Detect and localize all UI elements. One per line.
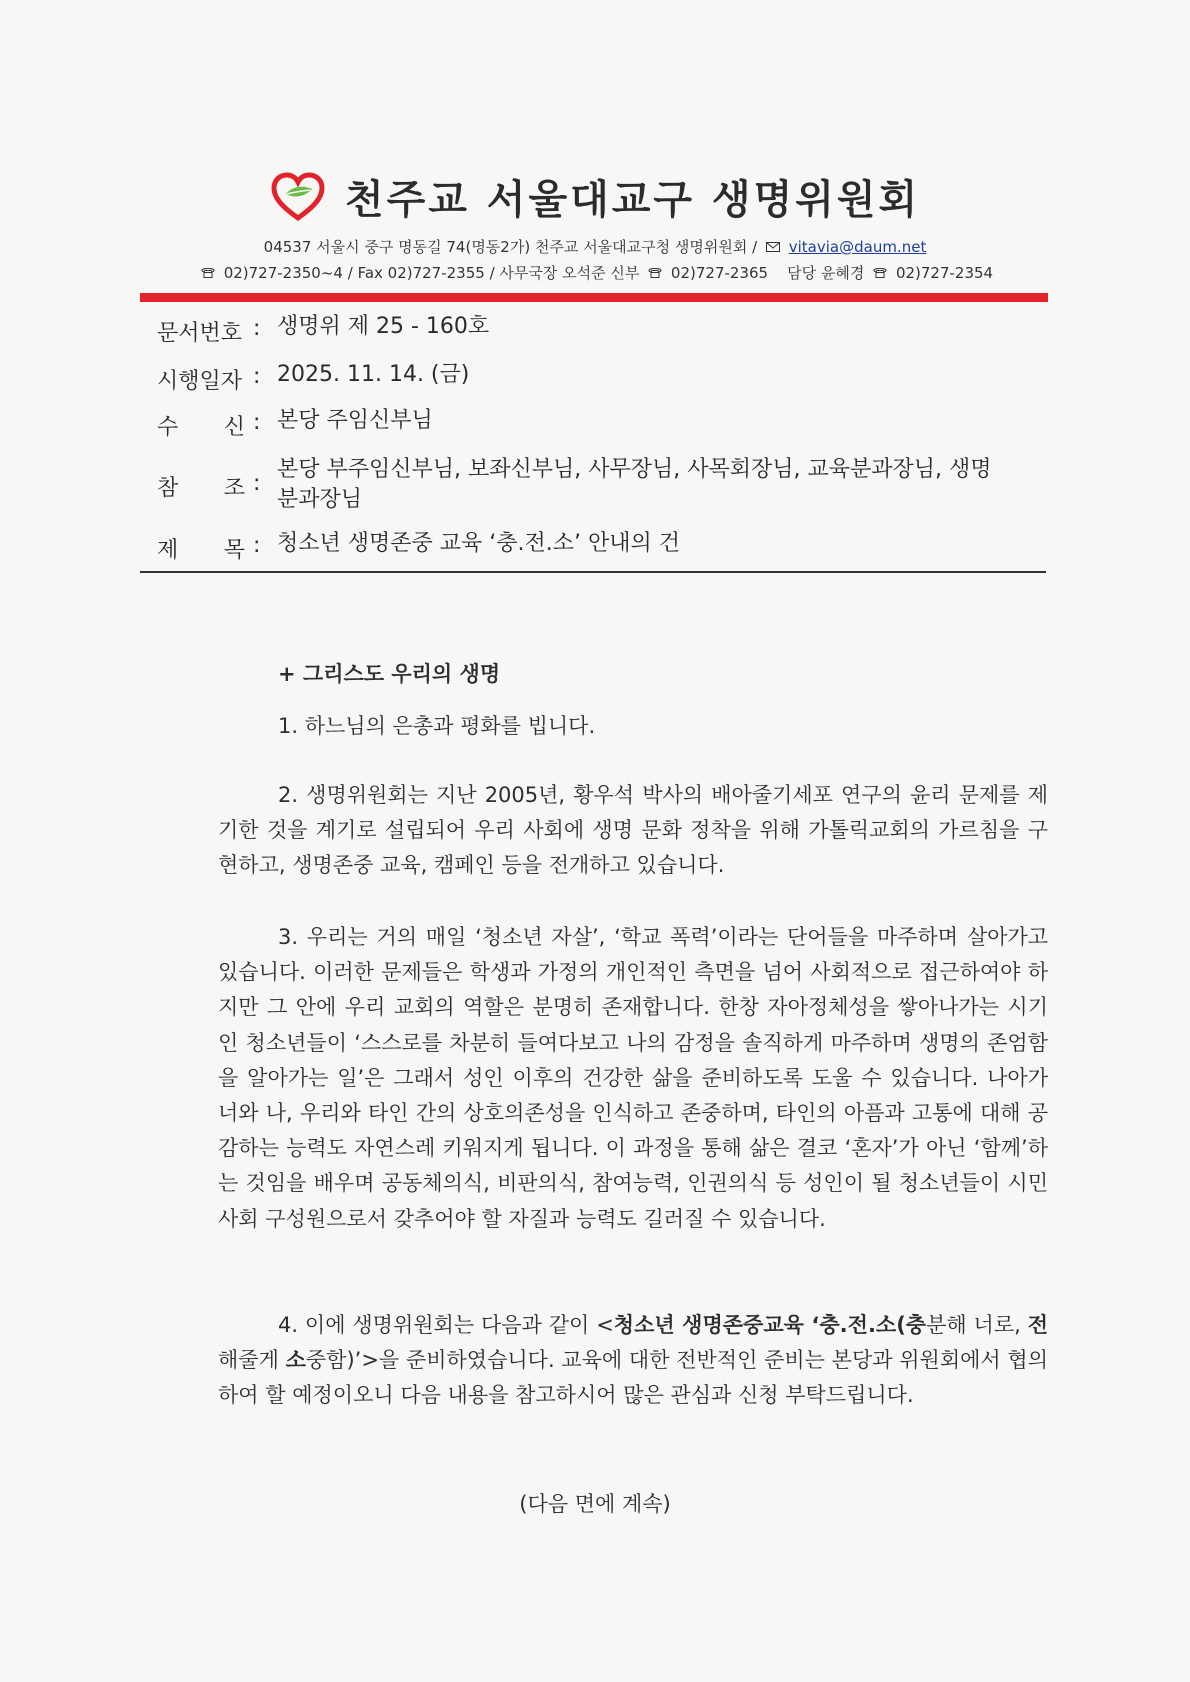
paragraph-3 — [218, 920, 1048, 1237]
phone-icon — [873, 268, 887, 278]
paragraph-1: 1. 하느님의 은총과 평화를 빕니다. — [278, 714, 596, 738]
recipient-label-b: 신 — [223, 415, 245, 440]
fax-and-director: / Fax 02)727-2355 / 사무국장 오석준 신부 — [347, 264, 640, 282]
issue-date-label: 시행일자 — [157, 369, 243, 394]
phone-director: 02)727-2365 — [670, 264, 769, 282]
phone-staff: 02)727-2354 — [895, 264, 994, 282]
colon: : — [253, 364, 261, 389]
email-link[interactable]: vitavia@daum.net — [788, 238, 927, 256]
subject-label-a: 제 — [157, 538, 179, 563]
program-name-bold: 청소년 생명존중교육 ‘충.전.소(충 — [613, 1313, 927, 1337]
program-name-part: 해줄게 — [218, 1348, 286, 1373]
doc-number-label: 문서번호 — [157, 321, 243, 346]
program-name-part: 분해 너로, — [926, 1313, 1028, 1337]
address-line — [0, 236, 1190, 257]
program-letter-bold: 소 — [285, 1348, 306, 1373]
program-letter-bold: 전 — [1027, 1313, 1048, 1337]
colon: : — [253, 533, 261, 558]
organization-title: 천주교 서울대교구 생명위원회 — [344, 177, 921, 223]
paragraph-4-pre: 4. 이에 생명위원회는 다음과 같이 < — [278, 1313, 614, 1337]
recipient-value: 본당 주임신부님 — [277, 408, 433, 433]
mail-icon — [766, 242, 780, 252]
colon: : — [253, 410, 261, 435]
letterhead-title-row — [0, 168, 1190, 225]
colon: : — [253, 316, 261, 341]
continued-note: (다음 면에 계속) — [519, 1492, 671, 1516]
paragraph-2 — [218, 778, 1048, 884]
salutation: + 그리스도 우리의 생명 — [278, 662, 501, 686]
reference-label-b: 조 — [223, 476, 245, 501]
phone-icon — [648, 268, 662, 278]
phone-main: 02)727-2350~4 — [223, 264, 343, 282]
contact-line — [0, 262, 1190, 283]
subject-value: 청소년 생명존중 교육 ‘충.전.소’ 안내의 건 — [277, 531, 680, 556]
reference-value: 본당 부주임신부님, 보좌신부님, 사무장님, 사목회장님, 교육분과장님, 생명분과장님 — [277, 457, 992, 512]
header-rule — [140, 571, 1046, 573]
paragraph-3-text: 3. 우리는 거의 매일 ‘청소년 자살’, ‘학교 폭력’이라는 단어들을 마주하며 살아가고 있습니다. 이러한 문제들은 학생과 가정의 개인적인 측면을 넘어 사회적으로 접근하여야 하지만 그 안에 우리 교회의 역할은 분명히 존재합니다. 한창 자아정체성을 쌓아나가는 시기인 청소년들이 ‘스스로를 차분히 들여다보고 나의 감정을 솔직하게 마주하며 생명의 존엄함을 알아가는 일’은 그래서 성인 이후의 건강한 삶을 준비하도록 도울 수 있습니다. 나아가 너와 나, 우리와 타인 간의 상호의존성을 인식하고 존중하며, 타인의 아픔과 고통에 대해 공감하는 능력도 자연스레 키워지게 됩니다. 이 과정을 통해 삶은 결코 ‘혼자’가 아닌 ‘함께’하는 것임을 배우며 공동체의식, 비판의식, 참여능력, 인권의식 등 성인이 될 청소년들이 시민사회 구성원으로서 갖추어야 할 자질과 능력도 길러질 수 있습니다. — [218, 925, 1048, 1231]
recipient-label-a: 수 — [157, 415, 179, 440]
reference-label-a: 참 — [157, 476, 179, 501]
subject-label-b: 목 — [223, 538, 245, 563]
paragraph-4-post: 중함)’>을 준비하였습니다. 교육에 대한 전반적인 준비는 본당과 위원회에서 협의하여 할 예정이오니 다음 내용을 참고하시어 많은 관심과 신청 부탁드립니다. — [218, 1348, 1048, 1408]
colon: : — [253, 471, 261, 496]
doc-number-value: 생명위 제 25 - 160호 — [277, 314, 490, 339]
paragraph-2-text: 2. 생명위원회는 지난 2005년, 황우석 박사의 배아줄기세포 연구의 윤리 문제를 제기한 것을 계기로 설립되어 우리 사회에 생명 문화 정착을 위해 가톨릭교회의 가르침을 구현하고, 생명존중 교육, 캠페인 등을 전개하고 있습니다. — [218, 783, 1048, 878]
letterhead-divider — [140, 293, 1048, 302]
issue-date-value: 2025. 11. 14. (금) — [277, 362, 470, 387]
phone-icon — [201, 268, 215, 278]
heart-logo-icon — [270, 172, 326, 222]
staff-name: 담당 윤혜경 — [787, 264, 865, 282]
paragraph-4 — [218, 1308, 1048, 1414]
address-text: 04537 서울시 중구 명동길 74(명동2가) 천주교 서울대교구청 생명위원회 / — [263, 238, 758, 256]
